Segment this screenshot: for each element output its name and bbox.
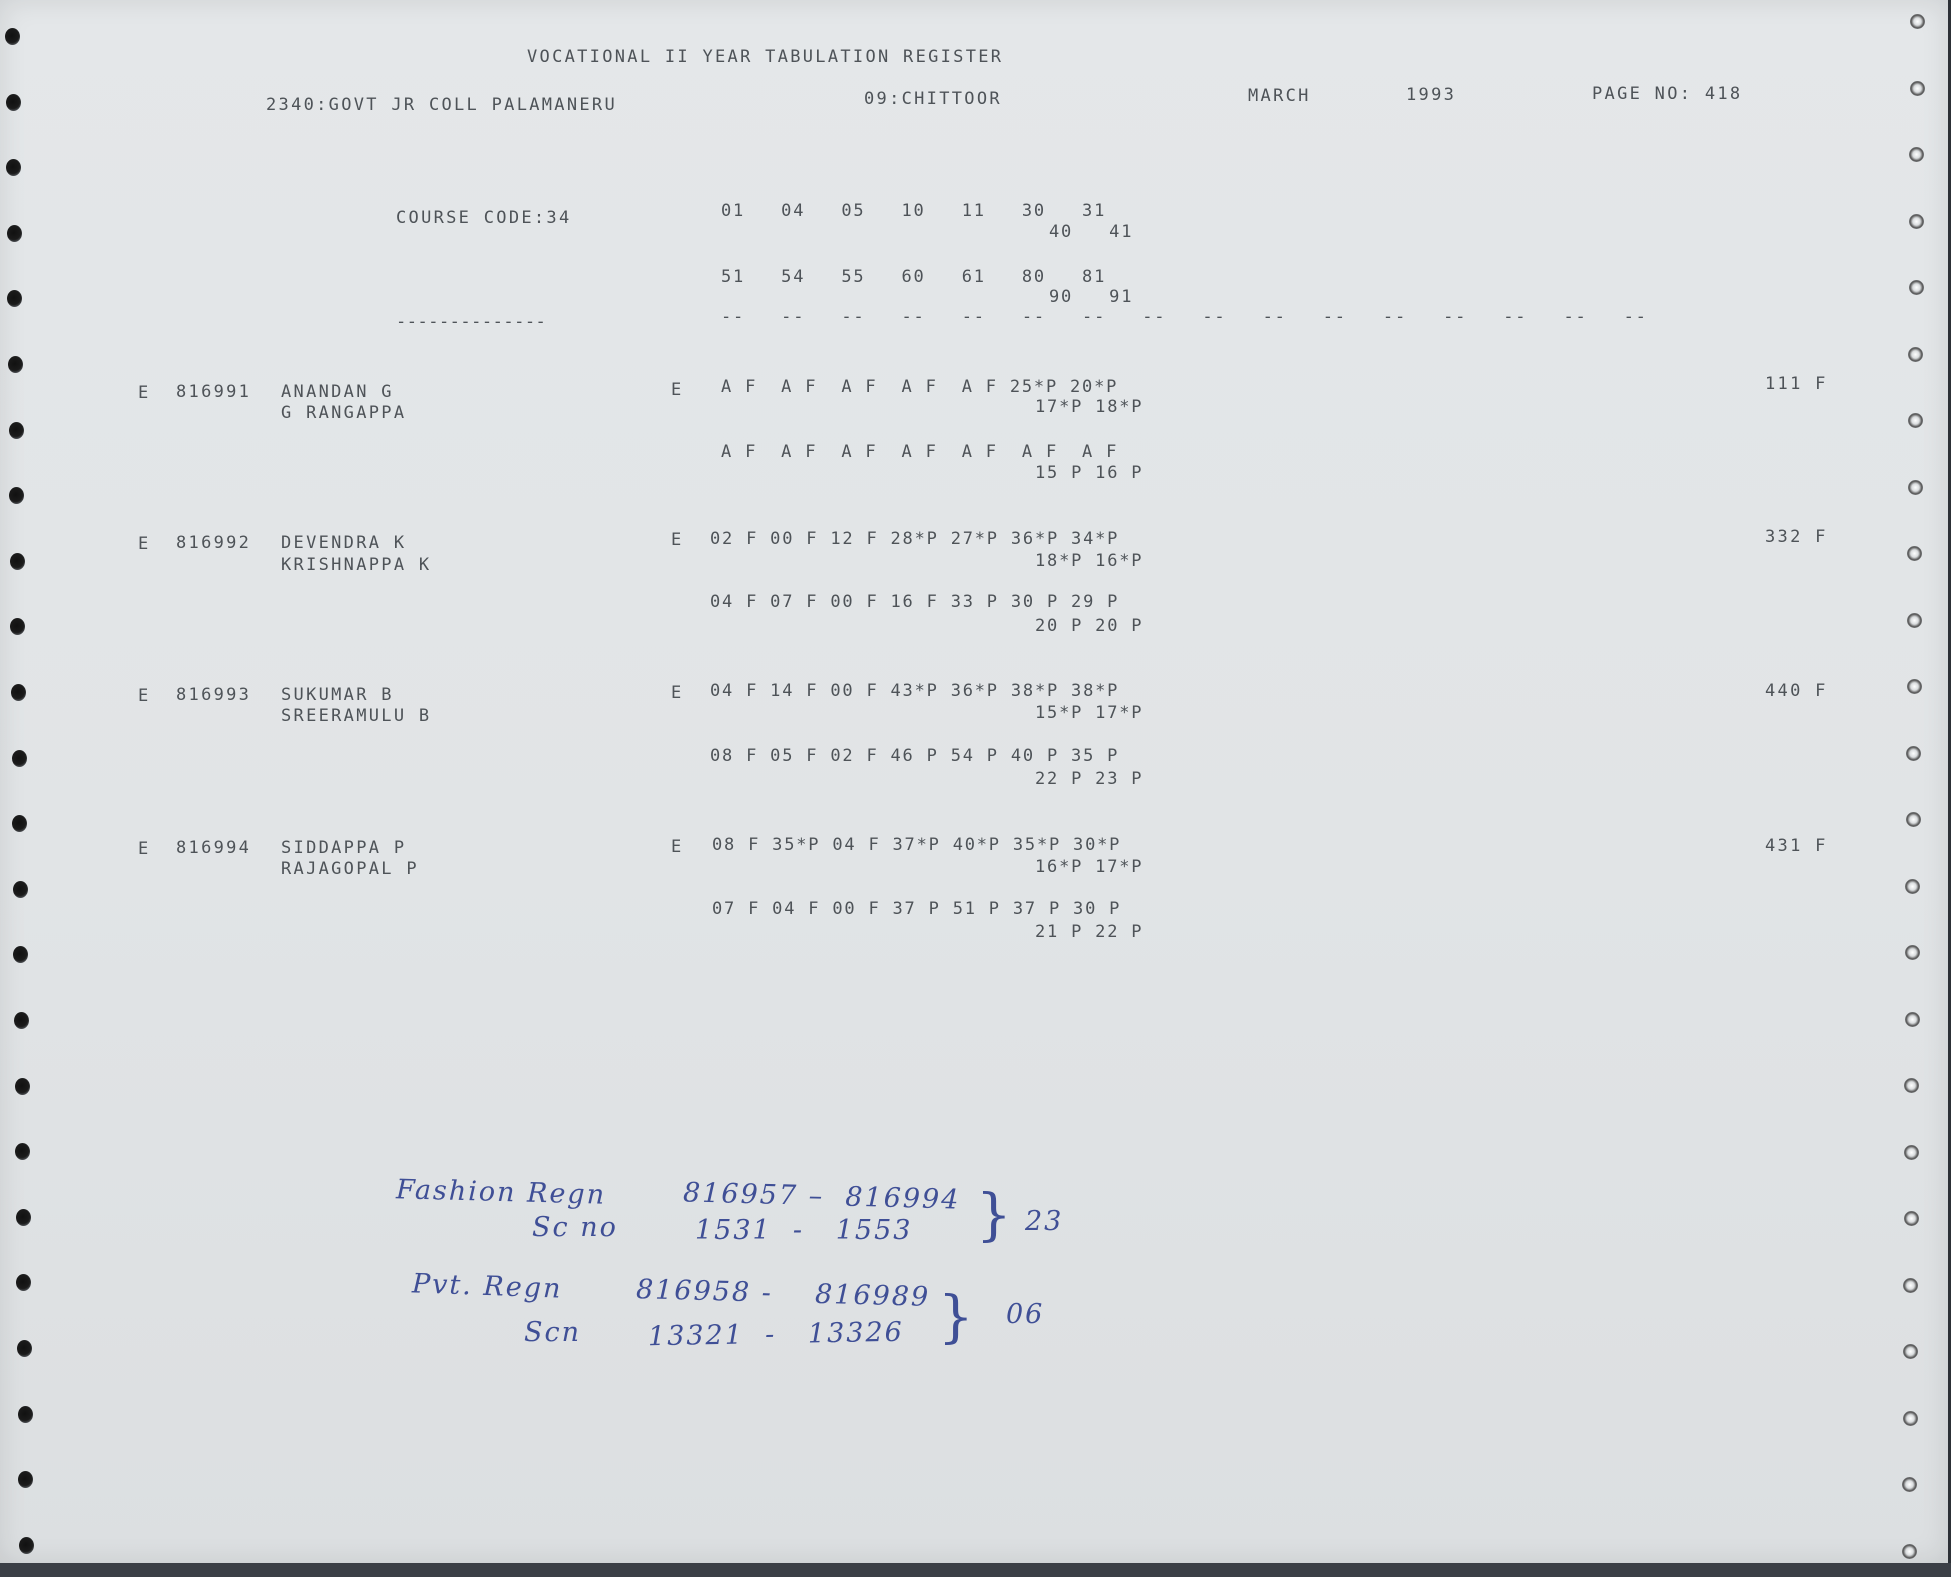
- marks-line-1-sub: 17*P 18*P: [1035, 397, 1144, 417]
- feed-hole: [1908, 347, 1923, 362]
- hw-count-23: 23: [1025, 1206, 1064, 1237]
- subject-codes-row1-sub: 40 41: [1049, 222, 1134, 242]
- marks-line-2-sub: 15 P 16 P: [1035, 463, 1144, 483]
- marks-line-2: 04 F 07 F 00 F 16 F 33 P 30 P 29 P: [710, 592, 1120, 612]
- feed-hole: [1902, 1477, 1917, 1492]
- hw-fashion-regn-label: Fashion Regn: [395, 1174, 607, 1211]
- exam-month: MARCH: [1248, 86, 1311, 106]
- district-name: 09:CHITTOOR: [864, 89, 1002, 109]
- marks-line-1-sub: 15*P 17*P: [1035, 703, 1144, 723]
- record-type: E: [138, 686, 151, 706]
- reg-number: 816993: [176, 685, 252, 705]
- feed-hole: [16, 1274, 31, 1291]
- feed-hole: [1908, 413, 1923, 428]
- feed-hole: [1910, 14, 1925, 29]
- hw-count-06: 06: [1006, 1299, 1045, 1330]
- marks-line-1-sub: 16*P 17*P: [1035, 857, 1144, 877]
- marks-line-2-sub: 20 P 20 P: [1035, 616, 1144, 636]
- marks-line-2: A F A F A F A F A F A F A F: [721, 442, 1119, 462]
- record-type: E: [138, 383, 151, 403]
- father-name: SREERAMULU B: [281, 706, 432, 726]
- hw-sc-no-range: 1531 - 1553: [695, 1215, 913, 1246]
- reg-number: 816992: [176, 533, 252, 553]
- feed-hole: [1905, 879, 1920, 894]
- college-name: 2340:GOVT JR COLL PALAMANERU: [266, 95, 617, 115]
- header-rule-columns: -- -- -- -- -- -- -- -- -- -- -- -- -- -- -- --: [721, 307, 1648, 327]
- feed-hole: [1907, 546, 1922, 561]
- feed-hole: [1904, 1078, 1919, 1093]
- feed-hole: [1903, 1411, 1918, 1426]
- feed-hole: [1905, 945, 1920, 960]
- feed-hole: [6, 159, 21, 176]
- exam-mark: E: [671, 683, 684, 703]
- record-type: E: [138, 839, 151, 859]
- reg-number: 816991: [176, 382, 252, 402]
- feed-hole: [1908, 480, 1923, 495]
- feed-hole: [6, 94, 21, 111]
- hw-fashion-regn-range: 816957 – 816994: [682, 1177, 961, 1216]
- feed-hole: [15, 1143, 30, 1160]
- feed-hole: [15, 1078, 30, 1095]
- marks-line-1: 02 F 00 F 12 F 28*P 27*P 36*P 34*P: [710, 529, 1120, 549]
- marks-line-2-sub: 22 P 23 P: [1035, 769, 1144, 789]
- grand-total: 332 F: [1765, 527, 1828, 547]
- marks-line-1: A F A F A F A F A F 25*P 20*P: [721, 377, 1119, 397]
- marks-line-2: 08 F 05 F 02 F 46 P 54 P 40 P 35 P: [710, 746, 1120, 766]
- student-name: DEVENDRA K: [281, 533, 407, 553]
- subject-codes-row2: 51 54 55 60 61 80 81: [721, 267, 1107, 287]
- father-name: KRISHNAPPA K: [281, 555, 432, 575]
- marks-line-1: 04 F 14 F 00 F 43*P 36*P 38*P 38*P: [710, 681, 1120, 701]
- header-rule-left: --------------: [396, 312, 547, 332]
- student-name: SUKUMAR B: [281, 685, 394, 705]
- feed-hole: [12, 815, 27, 832]
- reg-number: 816994: [176, 838, 252, 858]
- hw-sc-no-label: Sc no: [532, 1212, 618, 1243]
- exam-mark: E: [671, 530, 684, 550]
- table-surface: [0, 1563, 1951, 1577]
- feed-hole: [12, 750, 27, 767]
- feed-hole: [5, 28, 20, 45]
- feed-hole: [8, 356, 23, 373]
- feed-hole: [1909, 280, 1924, 295]
- course-code-label: COURSE CODE:34: [396, 208, 572, 228]
- feed-hole: [18, 1406, 33, 1423]
- feed-hole: [13, 881, 28, 898]
- feed-hole: [7, 290, 22, 307]
- feed-hole: [1906, 746, 1921, 761]
- brace-icon: }: [938, 1285, 974, 1350]
- student-name: ANANDAN G: [281, 382, 394, 402]
- feed-hole: [1909, 147, 1924, 162]
- feed-hole: [19, 1537, 34, 1554]
- feed-hole: [1904, 1145, 1919, 1160]
- feed-hole: [1903, 1278, 1918, 1293]
- feed-hole: [7, 225, 22, 242]
- feed-hole: [1905, 1012, 1920, 1027]
- marks-line-2-sub: 21 P 22 P: [1035, 922, 1144, 942]
- feed-hole: [10, 618, 25, 635]
- hw-pvt-regn-range: 816958 - 816989: [635, 1274, 931, 1313]
- exam-mark: E: [671, 380, 684, 400]
- grand-total: 440 F: [1765, 681, 1828, 701]
- feed-hole: [16, 1209, 31, 1226]
- brace-icon: }: [976, 1183, 1012, 1248]
- feed-hole: [1910, 81, 1925, 96]
- feed-hole: [9, 487, 24, 504]
- subject-codes-row2-sub: 90 91: [1049, 287, 1134, 307]
- marks-line-2: 07 F 04 F 00 F 37 P 51 P 37 P 30 P: [712, 899, 1122, 919]
- feed-hole: [10, 553, 25, 570]
- exam-year: 1993: [1406, 85, 1457, 105]
- marks-line-1: 08 F 35*P 04 F 37*P 40*P 35*P 30*P: [712, 835, 1122, 855]
- feed-hole: [11, 684, 26, 701]
- student-name: SIDDAPPA P: [281, 838, 407, 858]
- feed-hole: [1906, 812, 1921, 827]
- feed-hole: [18, 1471, 33, 1488]
- marks-line-1-sub: 18*P 16*P: [1035, 551, 1144, 571]
- feed-hole: [1907, 679, 1922, 694]
- feed-hole: [13, 946, 28, 963]
- hw-scn-range: 13321 - 13326: [647, 1316, 905, 1353]
- father-name: RAJAGOPAL P: [281, 859, 419, 879]
- exam-mark: E: [671, 837, 684, 857]
- feed-hole: [17, 1340, 32, 1357]
- page-number: PAGE NO: 418: [1592, 84, 1743, 104]
- feed-hole: [1904, 1211, 1919, 1226]
- record-type: E: [138, 534, 151, 554]
- father-name: G RANGAPPA: [281, 403, 407, 423]
- feed-hole: [14, 1012, 29, 1029]
- subject-codes-row1: 01 04 05 10 11 30 31: [721, 201, 1107, 221]
- feed-hole: [1903, 1344, 1918, 1359]
- hw-scn-label: Scn: [524, 1317, 582, 1348]
- feed-hole: [1902, 1544, 1917, 1559]
- feed-hole: [9, 422, 24, 439]
- feed-hole: [1909, 214, 1924, 229]
- grand-total: 111 F: [1765, 374, 1828, 394]
- register-title: VOCATIONAL II YEAR TABULATION REGISTER: [527, 47, 1004, 67]
- feed-hole: [1907, 613, 1922, 628]
- grand-total: 431 F: [1765, 836, 1828, 856]
- hw-pvt-regn-label: Pvt. Regn: [411, 1268, 563, 1305]
